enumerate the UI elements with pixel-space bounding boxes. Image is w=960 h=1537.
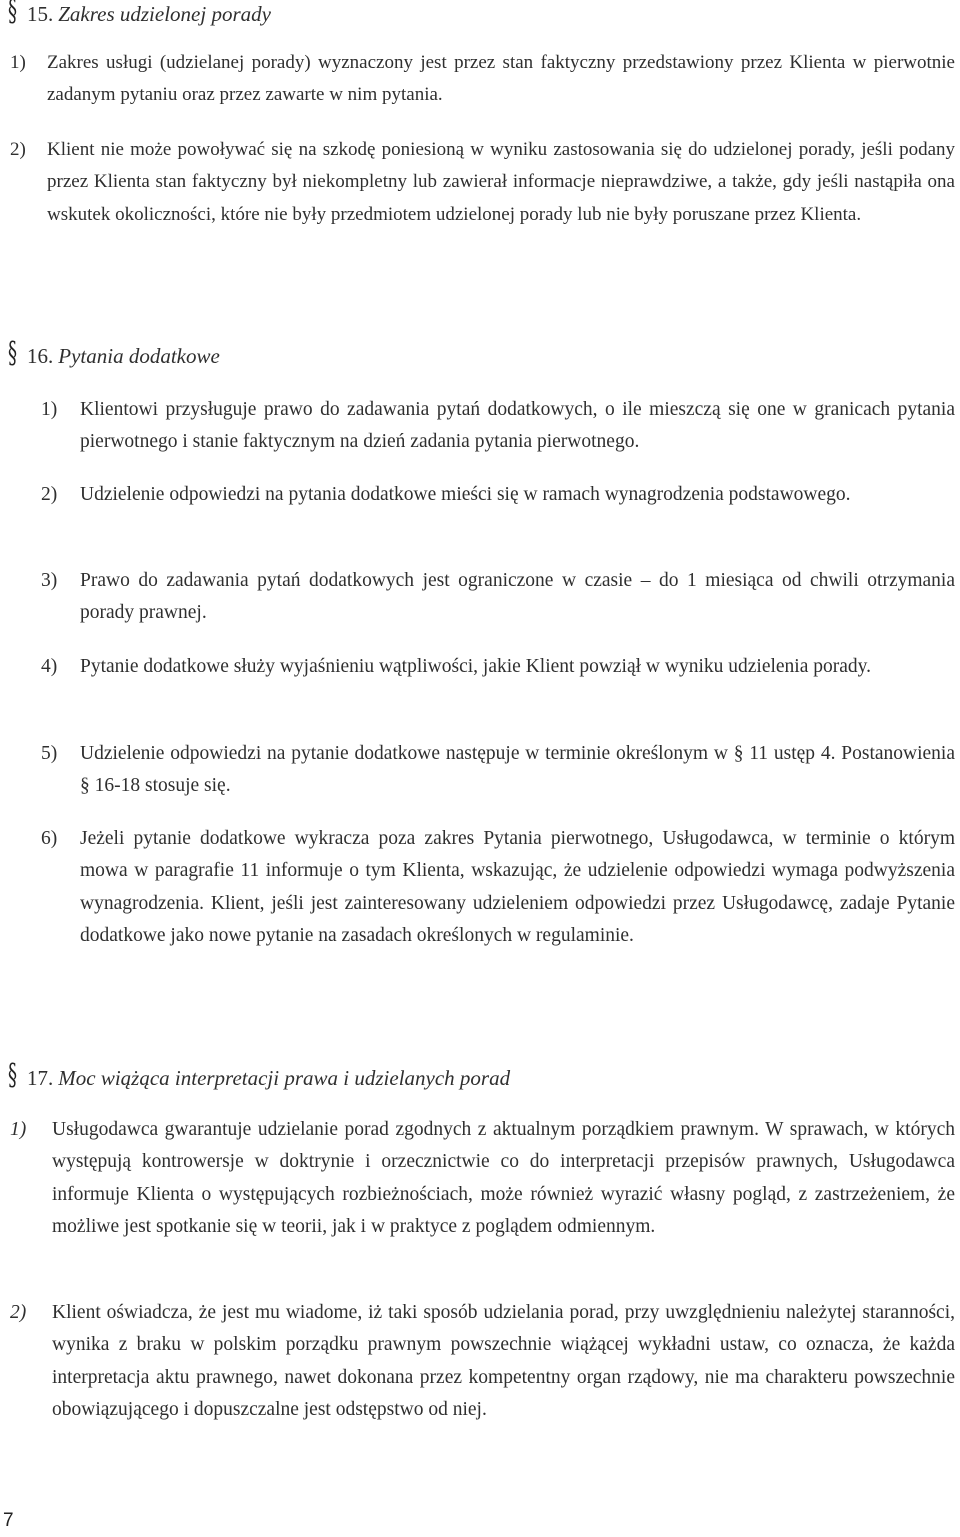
section-mark: §: [8, 336, 17, 371]
paragraph-text: Klient nie może powoływać się na szkodę poniesioną w wyniku zastosowania się do udzielonej porady, jeśli podany przez Klienta stan faktyczny był niekompletny lub zawierał informacje nieprawdziwe, a także, gdy jeśli nastąpiła ona wskutek okoliczności, które nie były przedmiotem udzielonej porady lub nie były poruszane przez Klienta.: [47, 139, 955, 225]
paragraph-marker: 1): [10, 1119, 27, 1140]
paragraph-marker: 1): [10, 52, 26, 73]
paragraph: [10, 134, 955, 231]
paragraph-marker: 2): [41, 484, 58, 505]
section-mark: §: [8, 0, 17, 29]
section-heading: [8, 336, 220, 371]
section-number: 16.: [27, 344, 54, 368]
paragraph-text: Udzielenie odpowiedzi na pytanie dodatkowe następuje w terminie określonym w § 11 ustęp 4. Postanowienia § 16-18 stosuje się.: [80, 743, 955, 797]
paragraph-text: Prawo do zadawania pytań dodatkowych jest ograniczone w czasie – do 1 miesiąca od chwili otrzymania porady prawnej.: [80, 570, 955, 624]
paragraph: [41, 738, 955, 803]
page-number: 7: [3, 1510, 14, 1531]
paragraph-marker: 2): [10, 1302, 27, 1323]
section-title: Zakres udzielonej porady: [58, 2, 271, 26]
paragraph: [10, 1114, 955, 1244]
paragraph-marker: 1): [41, 399, 58, 420]
paragraph: [41, 651, 955, 683]
paragraph-marker: 6): [41, 828, 58, 849]
section-title: Moc wiążąca interpretacji prawa i udzielanych porad: [58, 1066, 511, 1090]
paragraph-marker: 4): [41, 656, 58, 677]
section-heading: [8, 1058, 511, 1093]
paragraph-text: Klient oświadcza, że jest mu wiadome, iż taki sposób udzielania porad, przy uwzględnieniu należytej staranności, wynika z braku w polskim porządku prawnym powszechnie wiążącej wykładni ustaw, co oznacza, że każda interpretacja aktu prawnego, nawet dokonana przez kompetentny organ rządowy, nie ma charakteru powszechnie obowiązującego i dopuszczalne jest odstępstwo od niej.: [52, 1302, 955, 1421]
paragraph-text: Udzielenie odpowiedzi na pytania dodatkowe mieści się w ramach wynagrodzenia podstawowego.: [80, 484, 851, 505]
paragraph-text: Usługodawca gwarantuje udzielanie porad zgodnych z aktualnym porządkiem prawnym. W sprawach, w których występują kontrowersje w doktrynie i orzecznictwie co do interpretacji przepisów prawnych, Usługodawca informuje Klienta o występujących rozbieżnościach, może również wyrazić własny pogląd, z zastrzeżeniem, że możliwe jest spotkanie się w teorii, jak i w praktyce z poglądem odmiennym.: [52, 1119, 955, 1238]
paragraph: [41, 479, 955, 511]
paragraph-text: Zakres usługi (udzielanej porady) wyznaczony jest przez stan faktyczny przedstawiony przez Klienta w pierwotnie zadanym pytaniu oraz przez zawarte w nim pytania.: [47, 52, 955, 106]
paragraph-marker: 2): [10, 139, 26, 160]
section-number: 15.: [27, 2, 54, 26]
paragraph-text: Klientowi przysługuje prawo do zadawania pytań dodatkowych, o ile mieszczą się one w granicach pytania pierwotnego i stanie faktycznym na dzień zadania pytania pierwotnego.: [80, 399, 955, 453]
paragraph: [41, 565, 955, 630]
section-title: Pytania dodatkowe: [58, 344, 220, 368]
paragraph: [10, 1297, 955, 1427]
section-heading: [8, 0, 271, 28]
paragraph: [10, 47, 955, 112]
paragraph-marker: 5): [41, 743, 58, 764]
section-number: 17.: [27, 1066, 54, 1090]
paragraph: [41, 823, 955, 953]
section-mark: §: [8, 1058, 17, 1093]
paragraph-marker: 3): [41, 570, 58, 591]
paragraph-text: Jeżeli pytanie dodatkowe wykracza poza zakres Pytania pierwotnego, Usługodawca, w terminie o którym mowa w paragrafie 11 informuje o tym Klienta, wskazując, że udzielenie odpowiedzi wymaga podwyższenia wynagrodzenia. Klient, jeśli jest zainteresowany udzieleniem odpowiedzi przez Usługodawcę, zadaje Pytanie dodatkowe jako nowe pytanie na zasadach określonych w regulaminie.: [80, 828, 955, 947]
paragraph: [41, 394, 955, 459]
paragraph-text: Pytanie dodatkowe służy wyjaśnieniu wątpliwości, jakie Klient powziął w wyniku udzielenia porady.: [80, 656, 872, 677]
